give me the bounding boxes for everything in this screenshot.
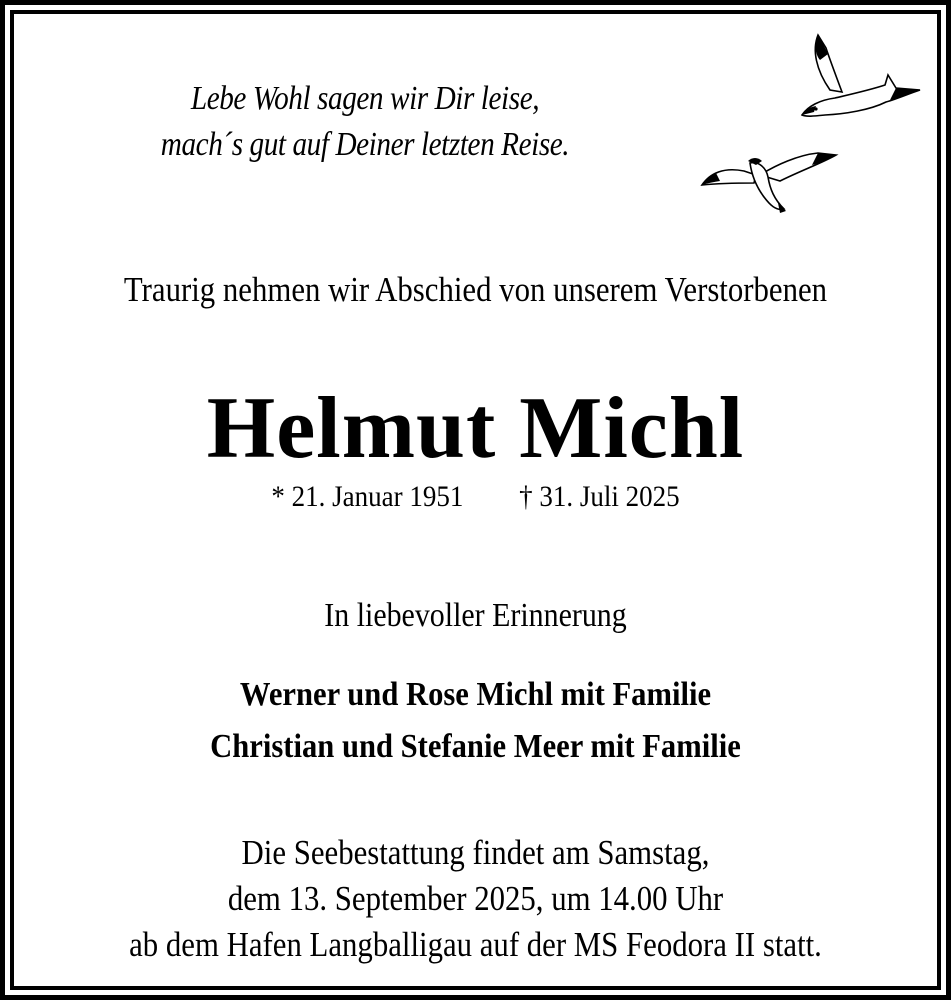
seagull-icon	[700, 145, 840, 215]
verse-line-2: mach´s gut auf Deiner letzten Reise.	[160, 126, 570, 163]
death-date: † 31. Juli 2025	[519, 480, 680, 513]
service-line-1: Die Seebestattung findet am Samstag,	[241, 833, 710, 872]
family-line-2: Christian und Stefanie Meer mit Familie	[210, 728, 741, 765]
service-line-2: dem 13. September 2025, um 14.00 Uhr	[227, 879, 724, 918]
seagull-icon	[790, 30, 925, 125]
service-line-3: ab dem Hafen Langballigau auf der MS Feodora II statt.	[129, 925, 822, 964]
birth-date: * 21. Januar 1951	[271, 480, 464, 513]
life-dates	[48, 480, 904, 514]
deceased-name: Helmut Michl	[206, 380, 745, 477]
memory-line: In liebevoller Erinnerung	[324, 597, 627, 634]
verse-line-1: Lebe Wohl sagen wir Dir leise,	[190, 80, 540, 117]
intro-text: Traurig nehmen wir Abschied von unserem Verstorbenen	[123, 270, 828, 309]
family-line-1: Werner und Rose Michl mit Familie	[239, 676, 712, 713]
